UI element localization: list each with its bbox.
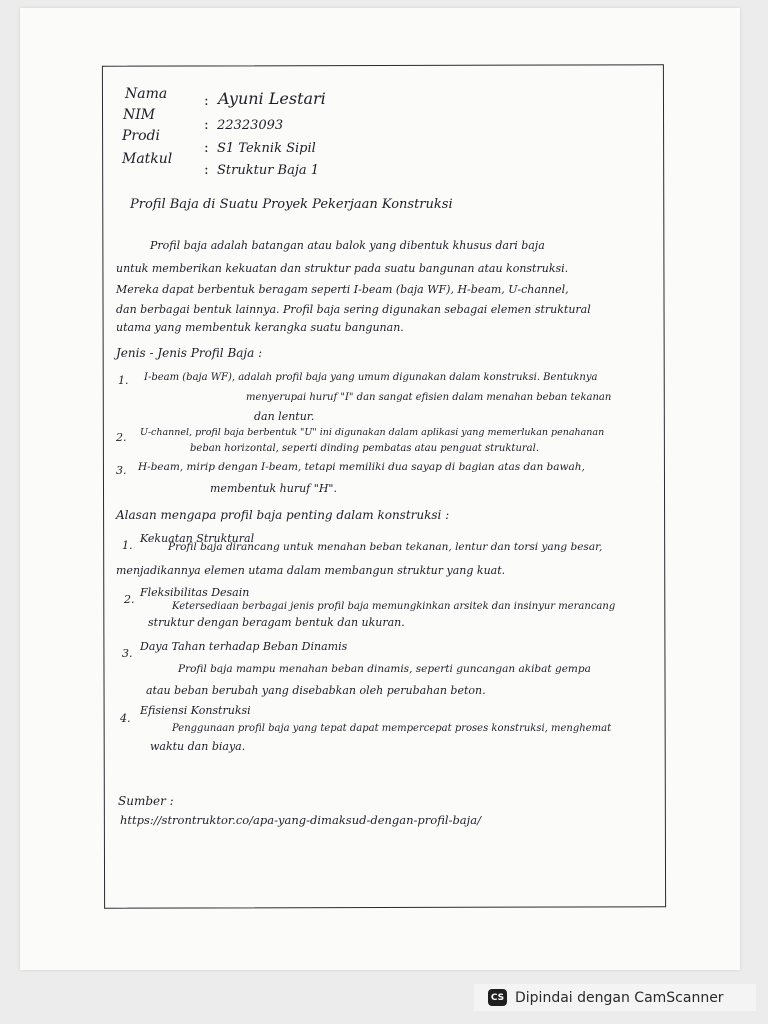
course-name: Struktur Baja 1	[217, 163, 320, 178]
list-item-line: dan lentur.	[254, 410, 315, 423]
intro-line: dan berbagai bentuk lainnya. Profil baja sering digunakan sebagai elemen struktural	[116, 303, 591, 316]
reason-line: atau beban berubah yang disebabkan oleh perubahan beton.	[146, 684, 486, 697]
list-number: 1.	[122, 539, 133, 552]
student-nim: 22323093	[217, 118, 284, 133]
reason-title: Kekuatan Struktural	[140, 532, 255, 545]
prodi-colon: :	[204, 140, 209, 156]
list-item-line: membentuk huruf "H".	[210, 482, 337, 495]
reason-line: Penggunaan profil baja yang tepat dapat mempercepat proses konstruksi, menghemat	[172, 723, 612, 734]
reason-title: Fleksibilitas Desain	[140, 586, 250, 599]
nim-label: NIM	[123, 107, 156, 123]
source-link: https://strontruktor.co/apa-yang-dimaksud-dengan-profil-baja/	[120, 813, 481, 827]
list-item-line: menyerupai huruf "I" dan sangat efisien dalam menahan beban tekanan	[246, 392, 612, 403]
list-number: 4.	[120, 712, 131, 725]
intro-line: Mereka dapat berbentuk beragam seperti I-beam (baja WF), H-beam, U-channel,	[116, 283, 569, 296]
nim-colon: :	[204, 117, 209, 133]
intro-line: Profil baja adalah batangan atau balok yang dibentuk khusus dari baja	[150, 239, 545, 252]
study-program: S1 Teknik Sipil	[217, 141, 316, 156]
reason-title: Daya Tahan terhadap Beban Dinamis	[140, 640, 348, 653]
list-number: 3.	[122, 647, 133, 660]
list-item-line: H-beam, mirip dengan I-beam, tetapi memiliki dua sayap di bagian atas dan bawah,	[138, 461, 585, 473]
page-border	[102, 64, 666, 908]
intro-line: untuk memberikan kekuatan dan struktur pada suatu bangunan atau konstruksi.	[116, 262, 569, 275]
list-number: 2.	[116, 431, 127, 444]
name-colon: :	[204, 93, 209, 109]
list-number: 2.	[124, 593, 135, 606]
list-item-line: beban horizontal, seperti dinding pembatas atau penguat struktural.	[190, 443, 539, 454]
list-item-line: U-channel, profil baja berbentuk "U" ini digunakan dalam aplikasi yang memerlukan penahanan	[140, 427, 605, 438]
reason-line: menjadikannya elemen utama dalam membangun struktur yang kuat.	[116, 564, 506, 577]
list-number: 1.	[118, 374, 129, 387]
page-title: Profil Baja di Suatu Proyek Pekerjaan Konstruksi	[130, 197, 453, 212]
camscanner-logo-icon: CS	[488, 989, 507, 1006]
reason-line: Profil baja mampu menahan beban dinamis, seperti guncangan akibat gempa	[178, 663, 591, 675]
reason-line: struktur dengan beragam bentuk dan ukuran.	[148, 616, 405, 629]
types-heading: Jenis - Jenis Profil Baja :	[116, 346, 263, 360]
list-item-line: I-beam (baja WF), adalah profil baja yang umum digunakan dalam konstruksi. Bentuknya	[144, 372, 598, 383]
camscanner-watermark	[474, 984, 756, 1011]
reasons-heading: Alasan mengapa profil baja penting dalam konstruksi :	[116, 508, 450, 522]
prodi-label: Prodi	[122, 128, 160, 144]
watermark-text: Dipindai dengan CamScanner	[515, 989, 724, 1006]
student-name: Ayuni Lestari	[218, 89, 326, 108]
reason-line: waktu dan biaya.	[150, 740, 246, 753]
reason-line: Profil baja dirancang untuk menahan beban tekanan, lentur dan torsi yang besar,	[168, 541, 603, 553]
source-heading: Sumber :	[118, 794, 174, 808]
reason-line: Ketersediaan berbagai jenis profil baja memungkinkan arsitek dan insinyur merancang	[172, 601, 616, 612]
reason-title: Efisiensi Konstruksi	[140, 704, 251, 717]
intro-line: utama yang membentuk kerangka suatu bangunan.	[116, 321, 404, 334]
list-number: 3.	[116, 464, 127, 477]
matkul-label: Matkul	[122, 151, 173, 167]
matkul-colon: :	[204, 162, 209, 178]
name-label: Nama	[125, 86, 168, 102]
